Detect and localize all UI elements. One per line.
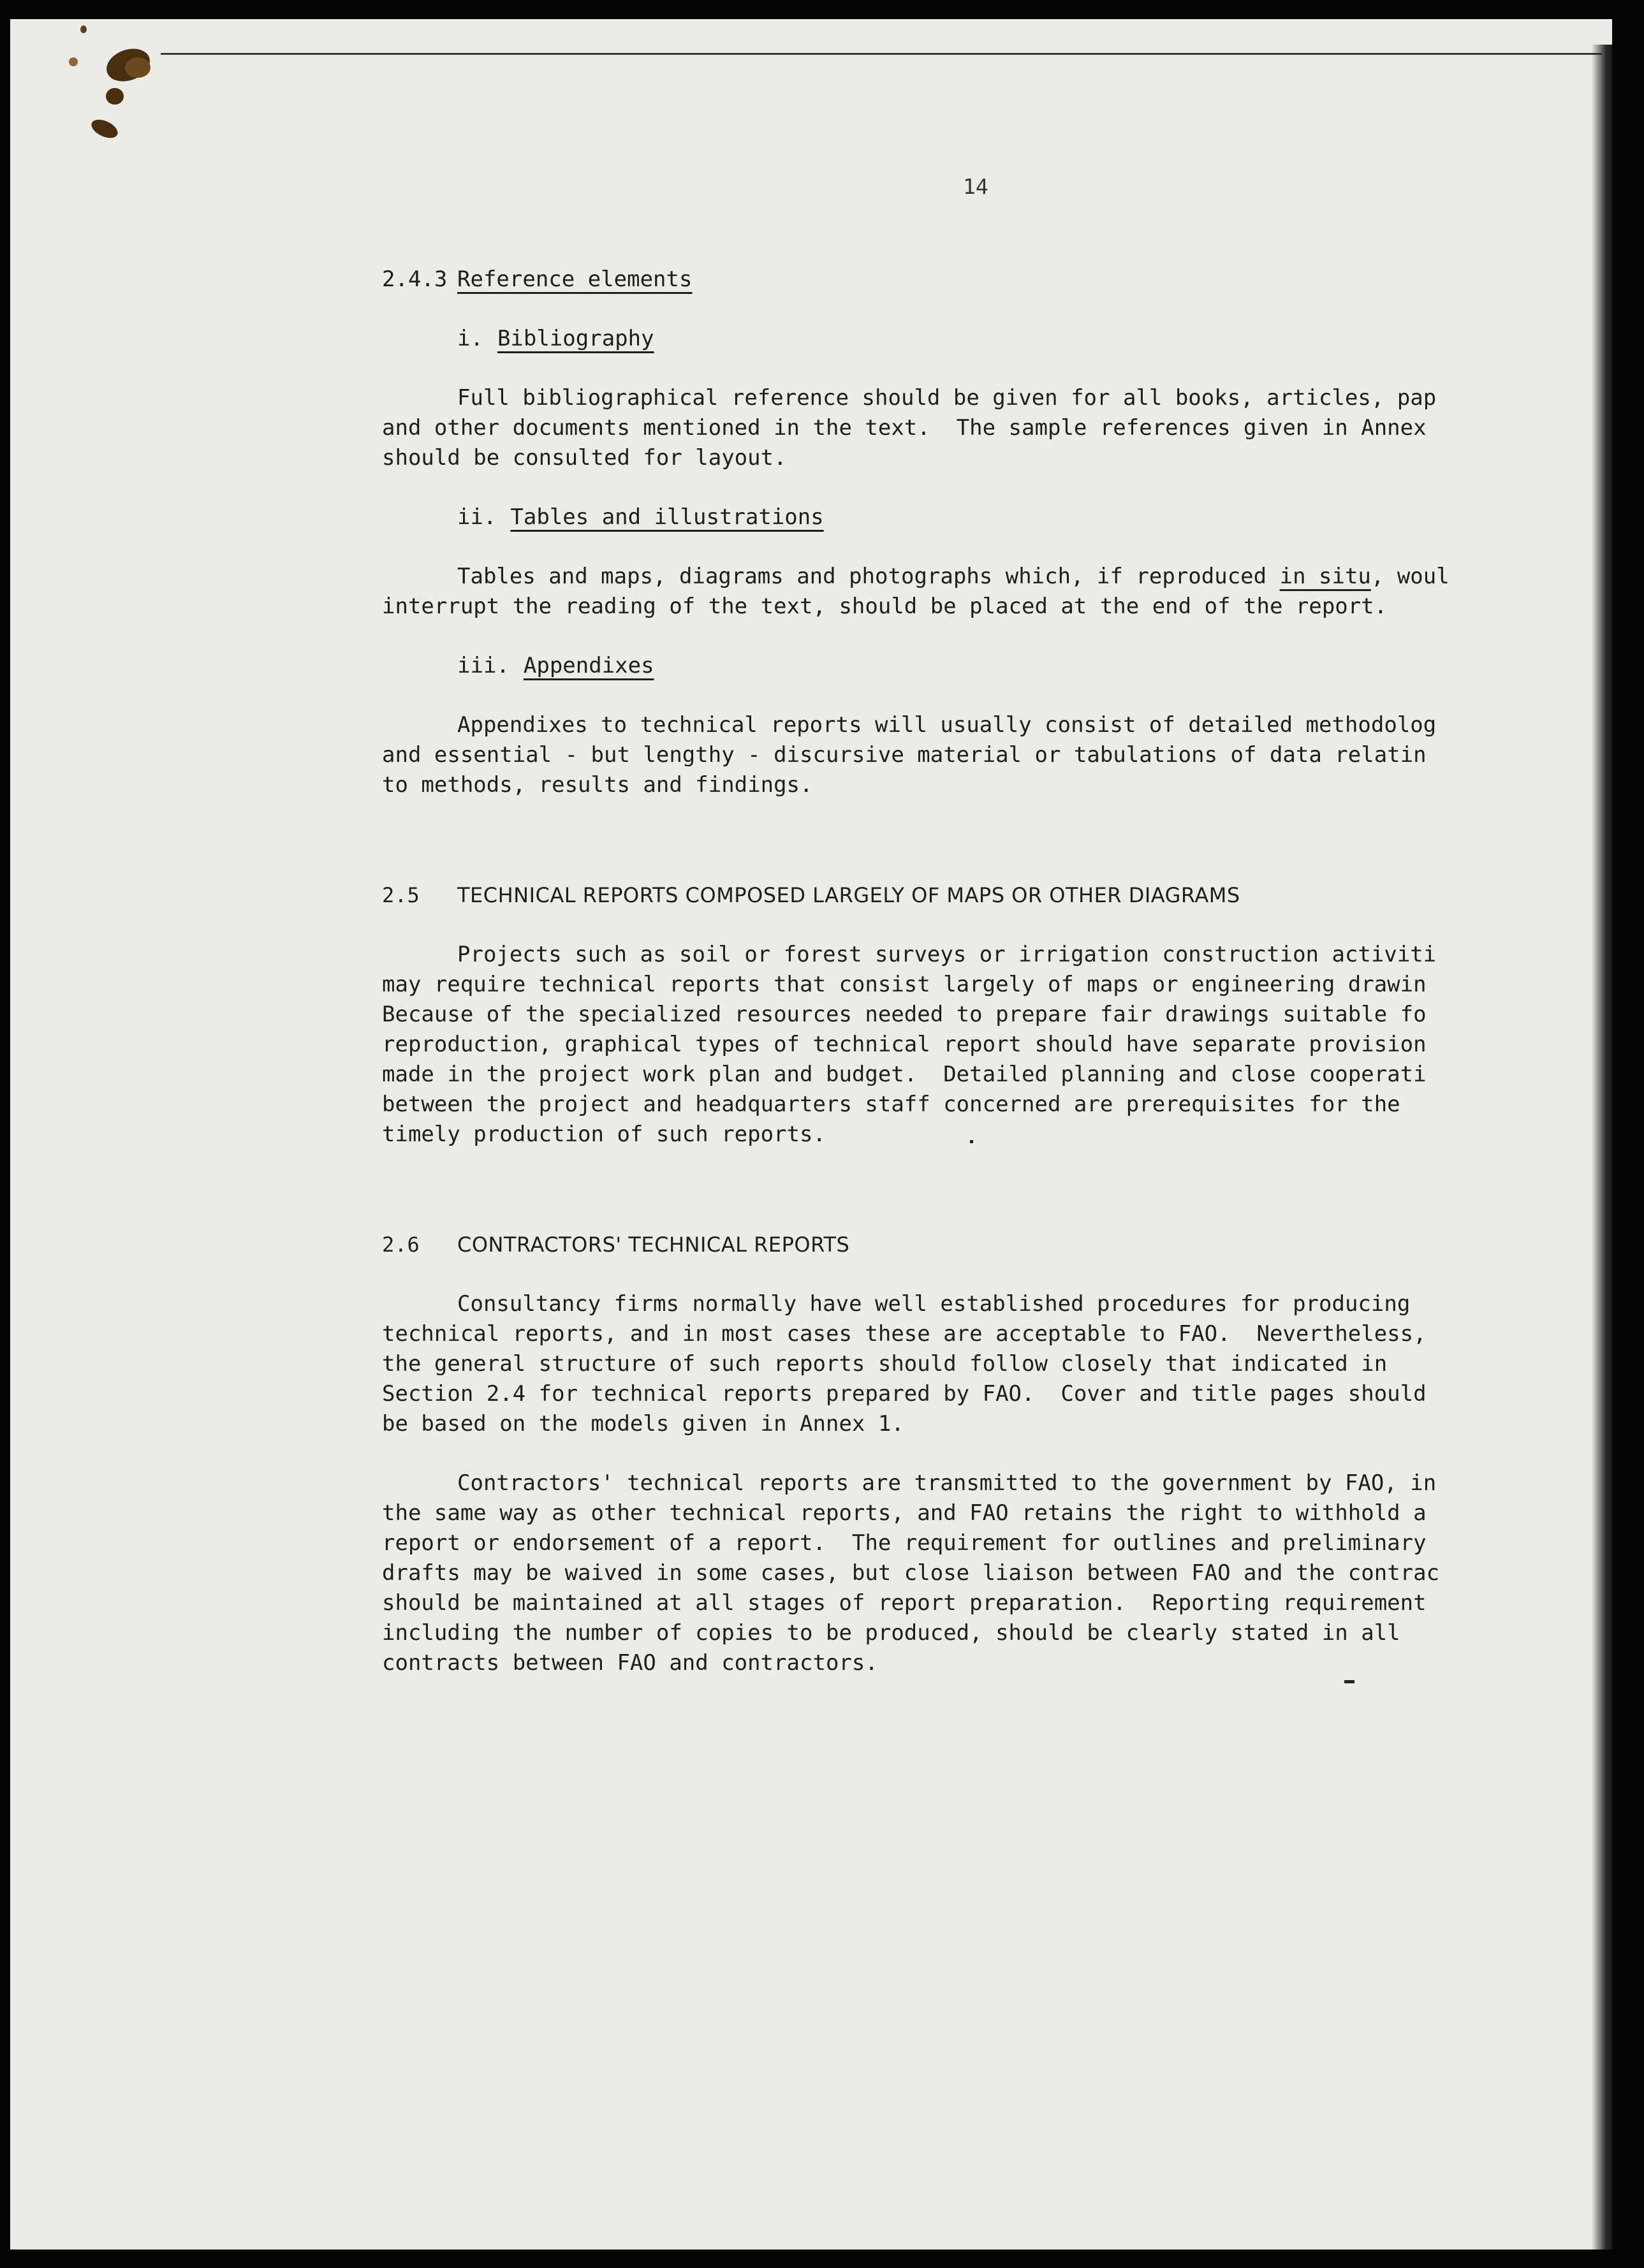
italic-term-in-situ: in situ	[1279, 564, 1371, 589]
text-line: made in the project work plan and budget. Detailed planning and close cooperati	[382, 1062, 1427, 1087]
stain-mark	[80, 26, 87, 33]
subsection-number: i.	[457, 326, 483, 351]
section-title: TECHNICAL REPORTS COMPOSED LARGELY OF MAPS OR OTHER DIAGRAMS	[457, 883, 1240, 907]
paragraph-consultancy	[382, 1289, 1600, 1439]
text-line: Consultancy firms normally have well established procedures for producing	[457, 1291, 1411, 1317]
text-line: Projects such as soil or forest surveys or irrigation construction activiti	[457, 942, 1437, 967]
text-line: drafts may be waived in some cases, but close liaison between FAO and the contrac	[382, 1560, 1440, 1586]
section-title: Reference elements	[457, 267, 693, 292]
text-line: the same way as other technical reports, and FAO retains the right to withhold a	[382, 1500, 1427, 1526]
paragraph-bibliography	[382, 383, 1600, 473]
stain-mark	[125, 57, 150, 78]
text-line: Because of the specialized resources needed to prepare fair drawings suitable fo	[382, 1002, 1427, 1027]
text-line: Section 2.4 for technical reports prepared by FAO. Cover and title pages should	[382, 1381, 1427, 1407]
document-body	[382, 265, 1600, 1678]
text-line: should be consulted for layout.	[382, 445, 787, 471]
ink-speck	[1344, 1680, 1354, 1683]
text-fragment: , woul	[1370, 564, 1450, 589]
subsection-title: Appendixes	[523, 653, 654, 678]
paper-sheet	[10, 19, 1612, 2250]
section-number: 2.6	[382, 1233, 420, 1257]
subsection-heading-tables	[457, 502, 1600, 532]
page-number: 14	[963, 174, 988, 199]
text-line: report or endorsement of a report. The requirement for outlines and preliminary	[382, 1530, 1427, 1556]
stain-mark	[69, 57, 78, 66]
text-line: may require technical reports that consist largely of maps or engineering drawin	[382, 972, 1427, 997]
subsection-number: iii.	[457, 653, 510, 678]
text-line: reproduction, graphical types of technical report should have separate provision	[382, 1032, 1427, 1057]
text-line: interrupt the reading of the text, should be placed at the end of the report.	[382, 594, 1388, 619]
paragraph-contractors	[382, 1468, 1600, 1678]
section-title: CONTRACTORS' TECHNICAL REPORTS	[457, 1233, 850, 1257]
stain-mark	[89, 116, 121, 142]
subsection-title: Tables and illustrations	[510, 504, 824, 530]
paragraph-appendixes	[382, 710, 1600, 800]
text-line: including the number of copies to be produced, should be clearly stated in all	[382, 1620, 1400, 1646]
text-line: to methods, results and findings.	[382, 772, 813, 798]
text-fragment: Tables and maps, diagrams and photographs which, if reproduced	[457, 564, 1280, 589]
text-line: timely production of such reports.	[382, 1122, 826, 1147]
stain-mark	[106, 88, 124, 105]
text-line: the general structure of such reports should follow closely that indicated in	[382, 1351, 1388, 1377]
section-number: 2.4.3	[382, 267, 448, 292]
section-heading-2-5	[382, 881, 1600, 911]
text-line: Appendixes to technical reports will usually consist of detailed methodolog	[457, 712, 1437, 738]
paragraph-tables	[382, 562, 1600, 622]
text-line: technical reports, and in most cases these are acceptable to FAO. Nevertheless,	[382, 1321, 1427, 1347]
subsection-title: Bibliography	[497, 326, 654, 351]
section-heading-2-6	[382, 1230, 1600, 1260]
text-line: Contractors' technical reports are transmitted to the government by FAO, in	[457, 1470, 1437, 1496]
text-line: contracts between FAO and contractors.	[382, 1650, 878, 1676]
top-rule	[161, 53, 1602, 55]
subsection-heading-bibliography	[457, 324, 1600, 354]
subsection-number: ii.	[457, 504, 497, 530]
paragraph-maps-diagrams	[382, 940, 1600, 1150]
section-number: 2.5	[382, 883, 420, 907]
text-line: should be maintained at all stages of report preparation. Reporting requirement	[382, 1590, 1427, 1616]
text-line: and essential - but lengthy - discursive material or tabulations of data relatin	[382, 742, 1427, 768]
text-line: and other documents mentioned in the text. The sample references given in Annex	[382, 415, 1427, 441]
text-line: between the project and headquarters staff concerned are prerequisites for the	[382, 1092, 1400, 1117]
section-heading-2-4-3	[382, 265, 1600, 295]
subsection-heading-appendixes	[457, 651, 1600, 681]
text-line: be based on the models given in Annex 1.	[382, 1411, 904, 1437]
text-line: Full bibliographical reference should be given for all books, articles, pap	[457, 385, 1437, 411]
text-line	[382, 562, 1600, 592]
